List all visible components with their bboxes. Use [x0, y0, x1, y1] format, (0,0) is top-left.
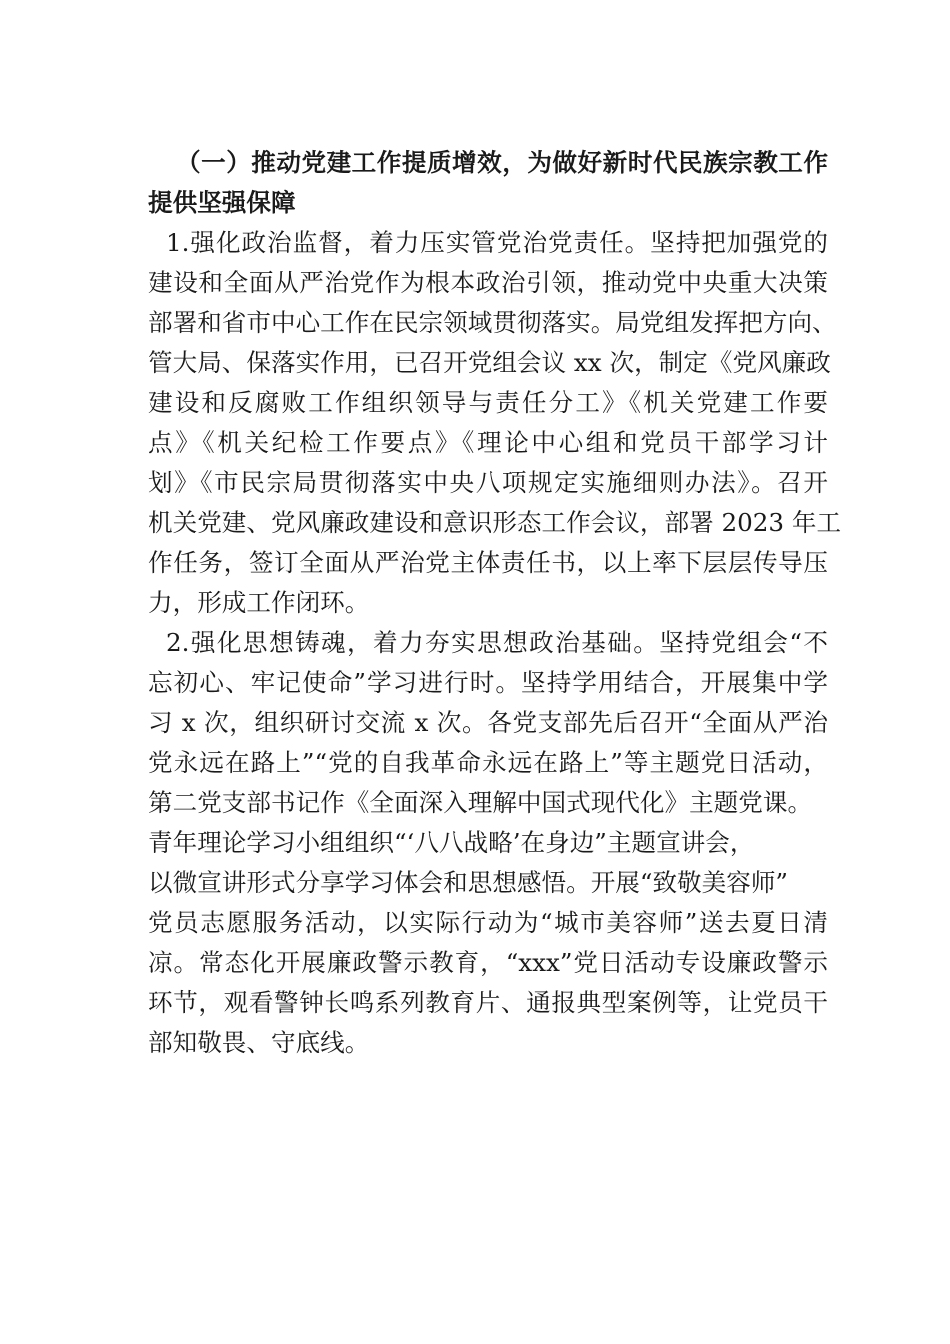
paragraph-2-line-8: 党员志愿服务活动，以实际行动为“城市美容师”送去夏日清	[148, 908, 828, 937]
paragraph-1-line-10: 力，形成工作闭环。	[148, 588, 370, 617]
document-body	[148, 143, 842, 1063]
paragraph-1-line-5: 建设和反腐败工作组织领导与责任分工》《机关党建工作要	[148, 388, 828, 417]
paragraph-2-line-9: 凉。常态化开展廉政警示教育，“xxx”党日活动专设廉政警示	[148, 948, 828, 977]
paragraph-2-line-7: 以微宣讲形式分享学习体会和思想感悟。开展“致敬美容师”	[148, 868, 788, 897]
paragraph-1-line-7: 划》《市民宗局贯彻落实中央八项规定实施细则办法》。召开	[148, 468, 828, 497]
paragraph-1-line-1: 1.强化政治监督，着力压实管党治党责任。坚持把加强党的	[166, 228, 828, 257]
paragraph-2-line-1: 2.强化思想铸魂，着力夯实思想政治基础。坚持党组会“不	[166, 628, 828, 657]
paragraph-2-line-5: 第二党支部书记作《全面深入理解中国式现代化》主题党课。	[148, 788, 813, 817]
paragraph-2-line-4: 党永远在路上”“党的自我革命永远在路上”等主题党日活动，	[148, 748, 828, 777]
paragraph-2-line-3: 习 x 次，组织研讨交流 x 次。各党支部先后召开“全面从严治	[148, 708, 828, 737]
paragraph-2-line-10: 环节，观看警钟长鸣系列教育片、通报典型案例等，让党员干	[148, 988, 828, 1017]
paragraph-2-line-6: 青年理论学习小组组织“‘八八战略’在身边”主题宣讲会，	[148, 828, 755, 857]
section-heading-line-2: 提供坚强保障	[148, 188, 296, 217]
paragraph-2-line-2: 忘初心、牢记使命”学习进行时。坚持学用结合，开展集中学	[148, 668, 828, 697]
paragraph-1-line-3: 部署和省市中心工作在民宗领域贯彻落实。局党组发挥把方向、	[148, 308, 837, 337]
paragraph-2-line-11: 部知敬畏、守底线。	[148, 1028, 370, 1057]
paragraph-1-line-6: 点》《机关纪检工作要点》《理论中心组和党员干部学习计	[148, 428, 828, 457]
section-heading-line-1: （一）推动党建工作提质增效，为做好新时代民族宗教工作	[176, 148, 828, 177]
paragraph-1-line-8: 机关党建、党风廉政建设和意识形态工作会议，部署 2023 年工	[148, 508, 842, 537]
paragraph-1-line-4: 管大局、保落实作用，已召开党组会议 xx 次，制定《党风廉政	[148, 348, 831, 377]
paragraph-1-line-9: 作任务，签订全面从严治党主体责任书，以上率下层层传导压	[148, 548, 828, 577]
paragraph-1-line-2: 建设和全面从严治党作为根本政治引领，推动党中央重大决策	[148, 268, 828, 297]
